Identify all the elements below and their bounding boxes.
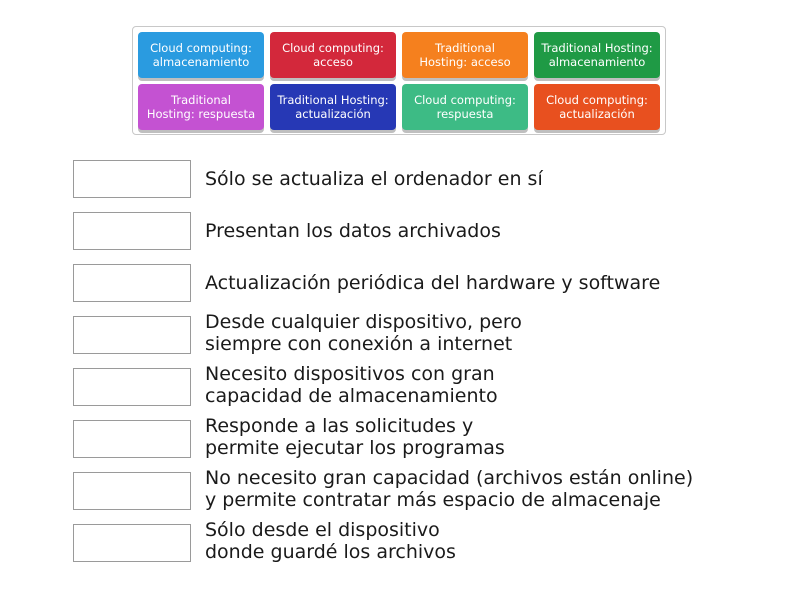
drop-zone[interactable] — [73, 368, 191, 406]
row-description: No necesito gran capacidad (archivos están online) y permite contratar más espacio de almacenaje — [205, 467, 694, 511]
drop-zone[interactable] — [73, 524, 191, 562]
drop-zone[interactable] — [73, 264, 191, 302]
tile-cloud-actualizacion[interactable] — [534, 84, 660, 130]
tile-cloud-respuesta[interactable] — [402, 84, 528, 130]
row-description: Desde cualquier dispositivo, pero siempre con conexión a internet — [205, 311, 522, 355]
tile-cloud-almacenamiento[interactable] — [138, 32, 264, 78]
tile-traditional-respuesta[interactable] — [138, 84, 264, 130]
row-description: Sólo desde el dispositivo donde guardé los archivos — [205, 519, 456, 563]
tile-traditional-actualizacion[interactable] — [270, 84, 396, 130]
drop-zone[interactable] — [73, 160, 191, 198]
drop-zone[interactable] — [73, 316, 191, 354]
tile-label: Cloud computing: almacenamiento — [150, 41, 252, 69]
row-description: Sólo se actualiza el ordenador en sí — [205, 168, 543, 190]
tile-label: Cloud computing: actualización — [546, 93, 648, 121]
tile-label: Traditional Hosting: actualización — [277, 93, 389, 121]
tile-label: Traditional Hosting: almacenamiento — [541, 41, 653, 69]
drop-zone[interactable] — [73, 212, 191, 250]
drop-zone[interactable] — [73, 420, 191, 458]
row-description: Necesito dispositivos con gran capacidad de almacenamiento — [205, 363, 498, 407]
row-description: Actualización periódica del hardware y software — [205, 272, 661, 294]
tile-label: Traditional Hosting: respuesta — [146, 93, 256, 121]
row-description: Responde a las solicitudes y permite ejecutar los programas — [205, 415, 505, 459]
tile-label: Traditional Hosting: acceso — [419, 41, 511, 69]
drop-zone[interactable] — [73, 472, 191, 510]
tile-cloud-acceso[interactable] — [270, 32, 396, 78]
tile-traditional-acceso[interactable] — [402, 32, 528, 78]
tile-label: Cloud computing: acceso — [282, 41, 384, 69]
tile-label: Cloud computing: respuesta — [414, 93, 516, 121]
tile-traditional-almacenamiento[interactable] — [534, 32, 660, 78]
tile-bank — [132, 26, 666, 135]
row-description: Presentan los datos archivados — [205, 220, 501, 242]
